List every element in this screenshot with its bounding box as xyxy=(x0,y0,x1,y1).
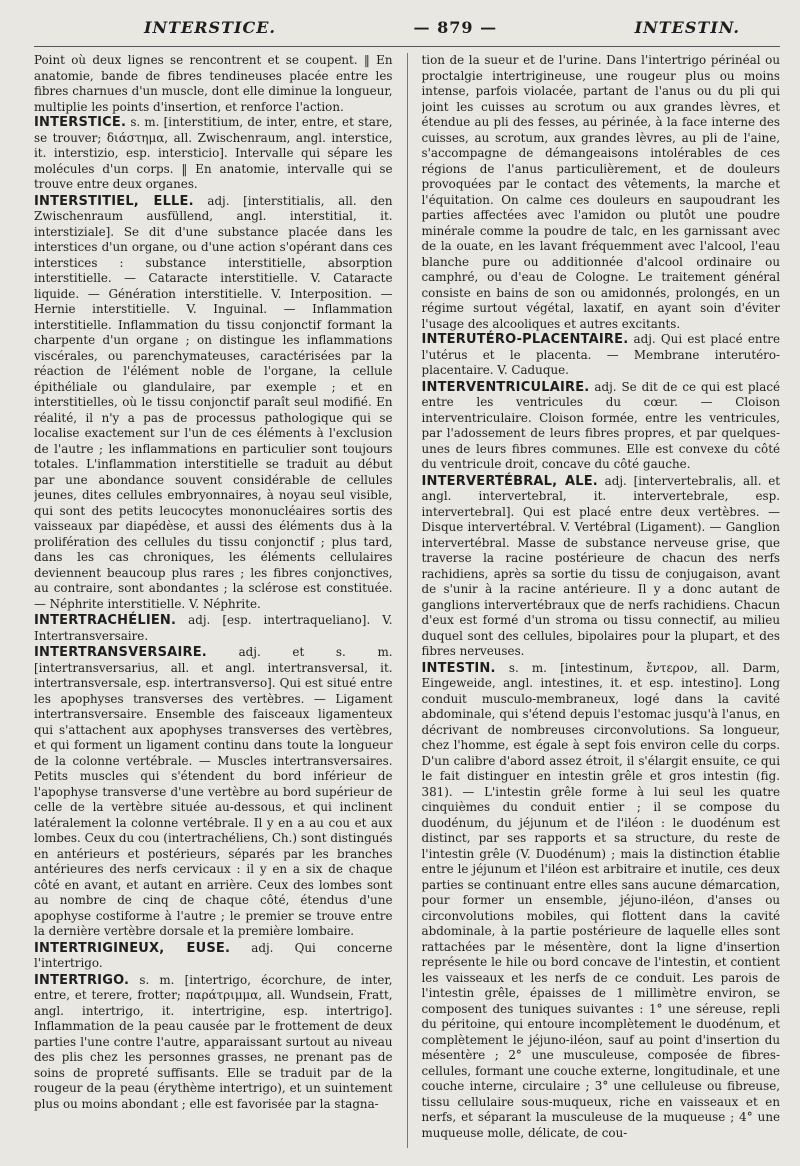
entry-definition: adj. [intervertebralis, all. et angl. intervertebral, it. intervertebrale, esp. intervertebral]. Qui est placé entre deux vertèbres. — Disque intervertébral. V. Vertébral (Ligament). — Ganglion intervertébral. Masse de substance nerveuse grise, que traverse la racine postérieure de chacun des nerfs rachidiens, après sa sortie du tissu de conjugaison, avant de s'unir à la racine antérieure. Il y a donc autant de ganglions intervertébraux que de nerfs rachidiens. Chacun d'eux est formé d'un stroma ou tissu connectif, au milieu duquel sont des cellules, bipolaires pour la plupart, et des fibres nerveuses. xyxy=(421,473,780,658)
column-divider xyxy=(407,53,408,1148)
entry-definition: s. m. [intestinum, ἔντερον, all. Darm, Eingeweide, angl. intestines, it. et esp. intestino]. Long conduit musculo-membraneux, logé dans la cavité abdominale, qui s'étend depuis l'estomac jusqu'à l'anus, en décrivant de nombreuses circonvolutions. Sa longueur, chez l'homme, est égale à sept fois environ celle du corps. D'un calibre d'abord assez étroit, il s'élargit ensuite, ce qui le fait distinguer en intestin grêle et gros intestin (fig. 381). — L'intestin grêle forme à lui seul les quatre cinquièmes du conduit entier ; il se compose du duodénum, du jéjunum et de l'iléon : le duodénum est distinct, par ses rapports et sa structure, du reste de l'intestin grêle (V. Duodénum) ; mais la distinction établie entre le jéjunum et l'iléon est arbitraire et inutile, ces deux parties se continuant entre elles sans aucune démarcation, pour former un ensemble, jéjuno-iléon, d'anses ou circonvolutions mobiles, qui flottent dans la cavité abdominale, à la partie postérieure de laquelle elles sont rattachées par le mésentère, dont la ligne d'insertion représente le hile ou bord concave de l'intestin, et contient les vaisseaux et les nerfs de ce conduit. Les parois de l'intestin grêle, épaisses de 1 millimètre environ, se composent des tuniques suivantes : 1° une séreuse, repli du péritoine, qui entoure incomplètement le duodénum, et complètement le jéjuno-iléon, sauf au point d'insertion du mésentère ; 2° une musculeuse, composée de fibres-cellules, formant une couche externe, longitudinale, et une couche interne, circulaire ; 3° une celluleuse ou fibreuse, tissu cellulaire sous-muqueux, riche en vaisseaux et en nerfs, et séparant la musculeuse de la muqueuse ; 4° une muqueuse molle, délicate, de cou- xyxy=(421,660,780,1140)
continuation-text: tion de la sueur et de l'urine. Dans l'intertrigo périnéal ou proctalgie intertrigineuse, une rougeur plus ou moins intense, parfois violacée, partant de l'anus ou du pli qui joint les cuisses au scrotum ou aux grandes lèvres, et étendue au pli des fesses, au périnée, à la face interne des cuisses, au scrotum, aux grandes lèvres, au pli de l'aine, s'accompagne de démangeaisons intolérables de ces régions de l'anus particulièrement, et de douleurs provoquées par le contact des vêtements, la marche et l'équitation. On calme ces douleurs en saupoudrant les parties affectées avec l'amidon ou plutôt une poudre minérale comme la poudre de talc, en les garnissant avec de la ouate, en les lavant fréquemment avec l'alcool, l'eau blanche pure ou additionnée d'alcool ordinaire ou camphré, ou d'eau de Cologne. Le traitement général consiste en bains de son ou amidonnés, prolongés, en un régime surtout végétal, laxatif, en ayant soin d'éviter l'usage des alcooliques et autres excitants. xyxy=(421,53,780,331)
entry-headword: INTERTRACHÉLIEN. xyxy=(34,613,177,628)
continuation-text: Point où deux lignes se rencontrent et se coupent. ‖ En anatomie, bande de fibres tendineuses placée entre les fibres charnues d'un muscle, dont elle diminue la longueur, multiplie les points d'insertion, et renforce l'action. xyxy=(34,53,393,114)
entry-headword: INTERVERTÉBRAL, ALE. xyxy=(421,473,598,489)
entry-definition: s. m. [interstitium, de inter, entre, et stare, se trouver; διάστημα, all. Zwischenraum, angl. interstice, it. interstizio, esp. intersticio]. Intervalle qui sépare les molécules d'un corps. ‖ En anatomie, intervalle qui se trouve entre deux organes. xyxy=(34,115,393,191)
dictionary-entry xyxy=(34,941,393,972)
page-number: — 879 — xyxy=(413,18,498,37)
entry-headword: INTESTIN. xyxy=(421,660,496,676)
left-guide-word: INTERSTICE. xyxy=(144,18,276,37)
left-column xyxy=(34,53,393,1148)
entry-definition: adj. et s. m. [intertransversarius, all. et angl. intertransversal, it. intertransversale, esp. intertransverso]. Qui est situé entre les apophyses transverses des vertèbres. — Ligament intertransversaire. Ensemble des faisceaux ligamenteux qui s'attachent aux apophyses transverses des vertèbres, et qui forment un ligament continu dans toute la longueur de la colonne vertébrale. — Muscles intertransversaires. Petits muscles qui s'étendent du bord inférieur de l'apophyse transverse d'une vertèbre au bord supérieur de celle de la vertèbre située au-dessous, et qui inclinent latéralement la colonne vertébrale. Il y en a au cou et aux lombes. Ceux du cou (intertrachéliens, Ch.) sont distingués en antérieurs et postérieurs, séparés par les branches antérieures des nerfs cervicaux : il y en a six de chaque côté en avant, et autant en arrière. Ceux des lombes sont au nombre de cinq de chaque côté, étendus d'une apophyse costiforme à l'autre ; le premier se trouve entre la dernière vertèbre dorsale et la première lombaire. xyxy=(34,645,393,938)
dictionary-entry xyxy=(34,645,393,940)
entry-headword: INTERUTÉRO-PLACENTAIRE. xyxy=(421,332,629,347)
entry-headword: INTERVENTRICULAIRE. xyxy=(421,379,590,395)
dictionary-entry xyxy=(422,661,781,1142)
entry-headword: INTERSTITIEL, ELLE. xyxy=(34,193,194,209)
dictionary-entry xyxy=(422,380,781,473)
entry-headword: INTERSTICE. xyxy=(34,115,127,130)
entry-headword: INTERTRANSVERSAIRE. xyxy=(34,645,207,660)
entry-headword: INTERTRIGO. xyxy=(34,972,130,988)
entry-definition: adj. Qui est placé entre l'utérus et le placenta. — Membrane interutéro-placentaire. V. Caduque. xyxy=(421,332,780,377)
dictionary-entry xyxy=(34,194,393,613)
dictionary-entry xyxy=(34,613,393,644)
right-column xyxy=(422,53,781,1148)
entry-definition: s. m. [intertrigo, écorchure, de inter, entre, et terere, frotter; παράτριμμα, all. Wundsein, Fratt, angl. intertrigo, it. intertrigine, esp. intertrigo]. Inflammation de la peau causée par le frottement de deux parties l'une contre l'autre, apparaissant surtout au niveau des plis chez les personnes grasses, ne prenant pas de soins de propreté suffisants. Elle se traduit par de la rougeur de la peau (érythème intertrigo), et un suintement plus ou moins abondant ; elle est favorisée par la stagna- xyxy=(34,972,393,1111)
entry-definition: adj. Se dit de ce qui est placé entre les ventricules du cœur. — Cloison interventriculaire. Cloison formée, entre les ventricules, par l'adossement de leurs fibres propres, et par quelques-unes de leurs fibres communes. Elle est convexe du côté du ventricule droit, concave du côté gauche. xyxy=(421,379,780,471)
text-columns xyxy=(34,53,780,1148)
dictionary-entry xyxy=(422,474,781,660)
dictionary-entry xyxy=(34,115,393,193)
dictionary-entry xyxy=(422,332,781,379)
right-guide-word: INTESTIN. xyxy=(634,18,740,37)
entry-definition: adj. [interstitialis, all. den Zwischenraum ausfüllend, angl. interstitial, it. interstiziale]. Se dit d'une substance placée dans les interstices d'un organe, ou d'une action s'opérant dans ces interstices : substance interstitielle, absorption interstitielle. — Cataracte interstitielle. V. Cataracte liquide. — Génération interstitielle. V. Interposition. — Hernie interstitielle. V. Inguinal. — Inflammation interstitielle. Inflammation du tissu conjonctif formant la charpente d'un organe ; on distingue les inflammations viscérales, ou parenchymateuses, caractérisées par la réaction de l'élément noble de l'organe, la cellule épithéliale ou glandulaire, par exemple ; et en interstitielles, où le tissu conjonctif paraît seul modifié. En réalité, il n'y a pas de processus pathologique qui se localise exactement sur l'un de ces éléments à l'exclusion de l'autre ; les inflammations en particulier sont toujours totales. L'inflammation interstitielle se traduit au début par une abondance souvent considérable de cellules jeunes, dites cellules embryonnaires, à noyau seul visible, qui sont des petits leucocytes mononucléaires sortis des vaisseaux par diapédèse, et aussi des éléments dus à la prolifération des cellules du tissu conjonctif ; plus tard, dans les cas chroniques, les éléments cellulaires deviennent beaucoup plus rares ; les fibres conjonctives, au contraire, sont abondantes ; la sclérose est constituée. — Néphrite interstitielle. V. Néphrite. xyxy=(34,193,393,611)
entry-headword: INTERTRIGINEUX, EUSE. xyxy=(34,940,231,956)
running-head xyxy=(34,18,780,47)
entry-definition: adj. [esp. intertraqueliano]. V. Intertransversaire. xyxy=(34,613,393,643)
entry-definition: adj. Qui concerne l'intertrigo. xyxy=(34,940,393,970)
dictionary-entry xyxy=(34,973,393,1113)
